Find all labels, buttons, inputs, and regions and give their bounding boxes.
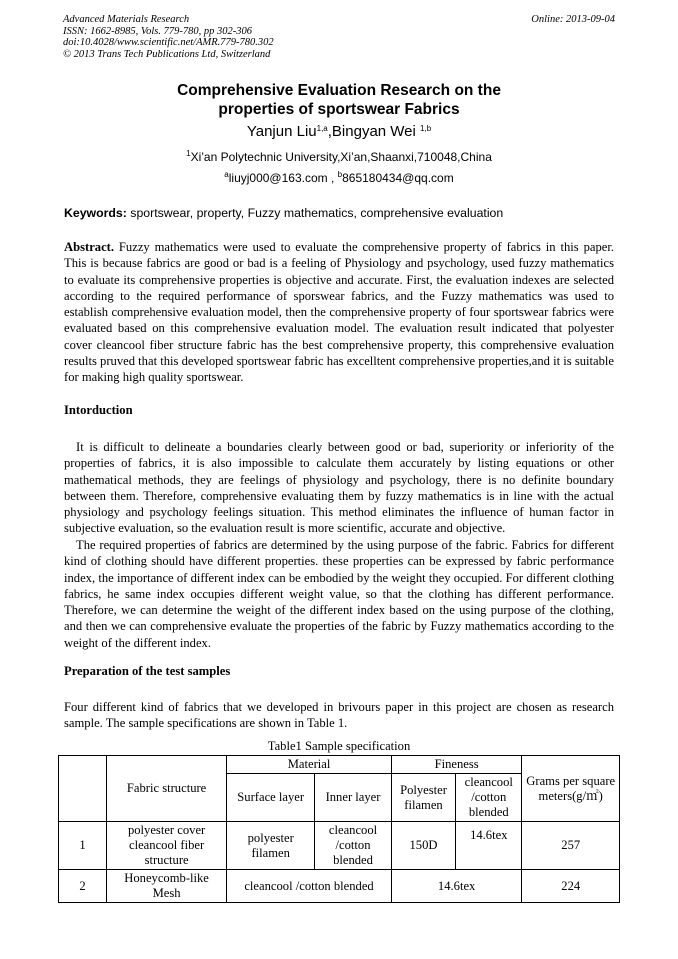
email[interactable]: liuyj000@163.com ,: [228, 171, 338, 185]
cell: Honeycomb-like Mesh: [106, 870, 226, 903]
section-heading: Preparation of the test samples: [64, 664, 231, 678]
cell: 257: [522, 822, 620, 870]
title-line: Comprehensive Evaluation Research on the: [177, 82, 501, 99]
journal-name: Advanced Materials Research: [63, 14, 190, 25]
cell: cleancool /cotton blended: [227, 870, 392, 903]
section-heading: Intorduction: [64, 403, 133, 417]
affiliation: [0, 150, 678, 164]
header-cell: cleancool /cotton blended: [456, 774, 522, 822]
online-date: Online: 2013-09-04: [531, 14, 615, 25]
header-cell: Grams per square meters(g/㎡): [522, 756, 620, 822]
abstract: [64, 239, 614, 386]
abstract-text: Fuzzy mathematics were used to evaluate the comprehensive property of fabrics in this paper. This is because fabrics are good or bad is a feeling of Physiology and psychology, used fuzzy mathematics to evaluate its comprehensive properties is objective and accurate. First, the evaluation indexes are selected according to the required performance of sporswear fabrics, and the Fuzzy mathematics was used to establish comprehensive evaluation model, then the comprehensive property of four sportswear fabrics were evaluated based on this comprehensive evaluation model. The evaluation result indicated that polyester cover cleancool fiber structure fabric has the best comprehensive property, this comprehensive evaluation results pruved that this developed sportswear fabric has excelltent comprehensive properties,and it is suitable for making high quality sportswear.: [64, 240, 614, 385]
paragraph: Four different kind of fabrics that we developed in brivours paper in this project are chosen as research sample. The sample specifications are shown in Table 1.: [64, 700, 614, 731]
header-cell: Material: [227, 756, 392, 774]
cell: 14.6tex: [456, 822, 522, 870]
affil-sup: 1: [186, 149, 191, 158]
title-line: properties of sportswear Fabrics: [218, 101, 460, 118]
keywords-text: sportswear, property, Fuzzy mathematics, comprehensive evaluation: [126, 206, 504, 220]
sample-spec-table: [58, 755, 620, 903]
header-cell: Fineness: [391, 756, 522, 774]
keywords: [64, 206, 503, 220]
header-cell: Inner layer: [315, 774, 392, 822]
author-sep: ,: [327, 123, 332, 140]
paper-title: [0, 81, 678, 119]
header-cell: Surface layer: [227, 774, 315, 822]
header-cell: [59, 756, 107, 822]
issn: ISSN: 1662-8985, Vols. 779-780, pp 302-306: [63, 25, 252, 37]
author: Bingyan Wei: [331, 123, 421, 140]
cell: 1: [59, 822, 107, 870]
cell: cleancool /cotton blended: [315, 822, 392, 870]
header-cell: Fabric structure: [106, 756, 226, 822]
cell: 2: [59, 870, 107, 903]
cell: 14.6tex: [391, 870, 522, 903]
header-cell: Polyester filamen: [391, 774, 455, 822]
paragraph: The required properties of fabrics are determined by the using purpose of the fabric. Fabrics for different kind of clothing should have different properties. these properties can be expressed by fabric performance index, the importance of different index can be embodied by the weight they occupied. For different clothing fabrics, he same index occupies different weight value, so that the clothing has different performance. Therefore, we can determine the weight of the different index based on the using purpose of the clothing, and then we can comprehensive evaluate the properties of the fabric by Fuzzy mathematics according to the weight of the different index.: [64, 538, 614, 650]
cell: 224: [522, 870, 620, 903]
author: Yanjun Liu: [246, 123, 317, 140]
cell: polyester cover cleancool fiber structure: [106, 822, 226, 870]
journal-header: [63, 14, 274, 60]
abstract-label: Abstract.: [64, 240, 115, 254]
author-sup: 1,b: [420, 124, 432, 133]
emails: [0, 171, 678, 185]
table-row: [59, 822, 620, 870]
table-caption: Table1 Sample specification: [267, 739, 411, 753]
doi: doi:10.4028/www.scientific.net/AMR.779-780.302: [63, 37, 274, 48]
affil-text: Xi’an Polytechnic University,Xi’an,Shaanxi,710048,China: [190, 150, 492, 164]
author-sup: 1,a: [316, 124, 328, 133]
copyright: © 2013 Trans Tech Publications Ltd, Switzerland: [63, 48, 271, 60]
cell: polyester filamen: [227, 822, 315, 870]
table-row: [59, 870, 620, 903]
email-sup: a: [224, 170, 229, 179]
keywords-label: Keywords:: [64, 206, 127, 220]
authors: [0, 123, 678, 140]
email-sup: b: [337, 170, 343, 179]
paragraph: It is difficult to delineate a boundaries clearly between good or bad, superiority or inferiority of the properties of fabrics, it is also impossible to calculate them accurately by listing equations or other mathematical methods, they are feelings of physiology and psychology, there is no definite boundary between them. Therefore, comprehensive evaluating them by fuzzy mathematics is in line with the actual physiology and psychology feelings situation. This method eliminates the influence of human factor in subjective evaluation, so the evaluation result is more scientific, accurate and objective.: [64, 440, 614, 536]
cell: 150D: [391, 822, 455, 870]
email[interactable]: 865180434@qq.com: [342, 171, 454, 185]
